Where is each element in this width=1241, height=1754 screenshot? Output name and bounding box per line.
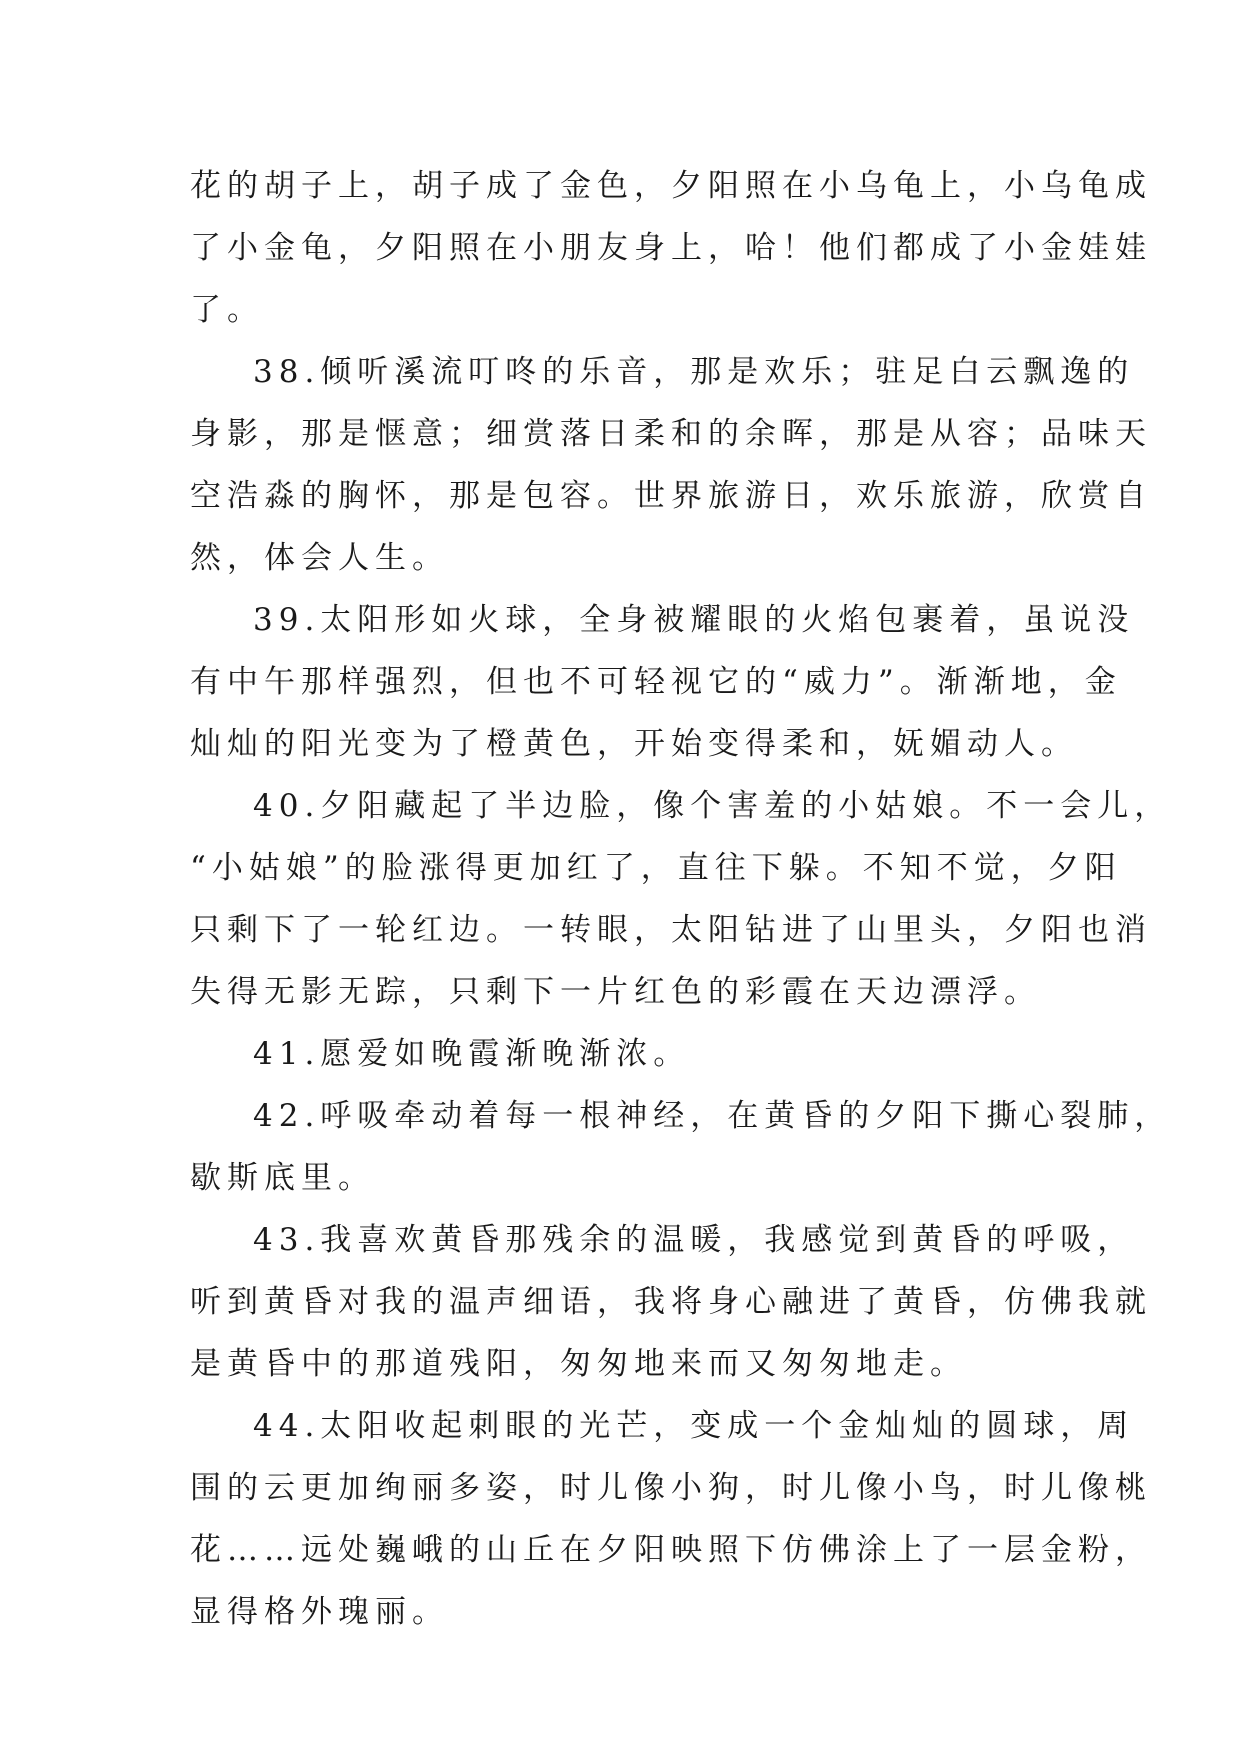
text-line: 了。 — [190, 292, 264, 328]
text-line: 显得格外瑰丽。 — [190, 1594, 449, 1630]
text-line-item-42: 42.呼吸牵动着每一根神经，在黄昏的夕阳下撕心裂肺， — [253, 1098, 1172, 1134]
text-line: 灿灿的阳光变为了橙黄色，开始变得柔和，妩媚动人。 — [190, 726, 1078, 762]
text-line: 然，体会人生。 — [190, 540, 449, 576]
text-line-item-43: 43.我喜欢黄昏那残余的温暖，我感觉到黄昏的呼吸， — [253, 1222, 1135, 1258]
text-line-item-39: 39.太阳形如火球，全身被耀眼的火焰包裹着，虽说没 — [253, 602, 1135, 638]
text-line-item-38: 38.倾听溪流叮咚的乐音，那是欢乐；驻足白云飘逸的 — [253, 354, 1135, 390]
text-line: 有中午那样强烈，但也不可轻视它的“威力”。渐渐地，金 — [190, 664, 1122, 700]
text-line: 花……远处巍峨的山丘在夕阳映照下仿佛涂上了一层金粉， — [190, 1532, 1152, 1568]
text-line-item-40: 40.夕阳藏起了半边脸，像个害羞的小姑娘。不一会儿， — [253, 788, 1172, 824]
text-line-item-41: 41.愿爱如晚霞渐晚渐浓。 — [253, 1036, 691, 1072]
text-line: “小姑娘”的脸涨得更加红了，直往下躲。不知不觉，夕阳 — [190, 850, 1122, 886]
text-line: 花的胡子上，胡子成了金色，夕阳照在小乌龟上，小乌龟成 — [190, 168, 1152, 204]
text-line: 空浩淼的胸怀，那是包容。世界旅游日，欢乐旅游，欣赏自 — [190, 478, 1152, 514]
text-line-item-44: 44.太阳收起刺眼的光芒，变成一个金灿灿的圆球，周 — [253, 1408, 1135, 1444]
text-line: 失得无影无踪，只剩下一片红色的彩霞在天边漂浮。 — [190, 974, 1041, 1010]
text-line: 歇斯底里。 — [190, 1160, 375, 1196]
text-line: 听到黄昏对我的温声细语，我将身心融进了黄昏，仿佛我就 — [190, 1284, 1152, 1320]
text-line: 了小金龟，夕阳照在小朋友身上，哈！他们都成了小金娃娃 — [190, 230, 1152, 266]
text-line: 身影，那是惬意；细赏落日柔和的余晖，那是从容；品味天 — [190, 416, 1152, 452]
text-line: 只剩下了一轮红边。一转眼，太阳钻进了山里头，夕阳也消 — [190, 912, 1152, 948]
text-line: 是黄昏中的那道残阳，匆匆地来而又匆匆地走。 — [190, 1346, 967, 1382]
text-line: 围的云更加绚丽多姿，时儿像小狗，时儿像小鸟，时儿像桃 — [190, 1470, 1152, 1506]
